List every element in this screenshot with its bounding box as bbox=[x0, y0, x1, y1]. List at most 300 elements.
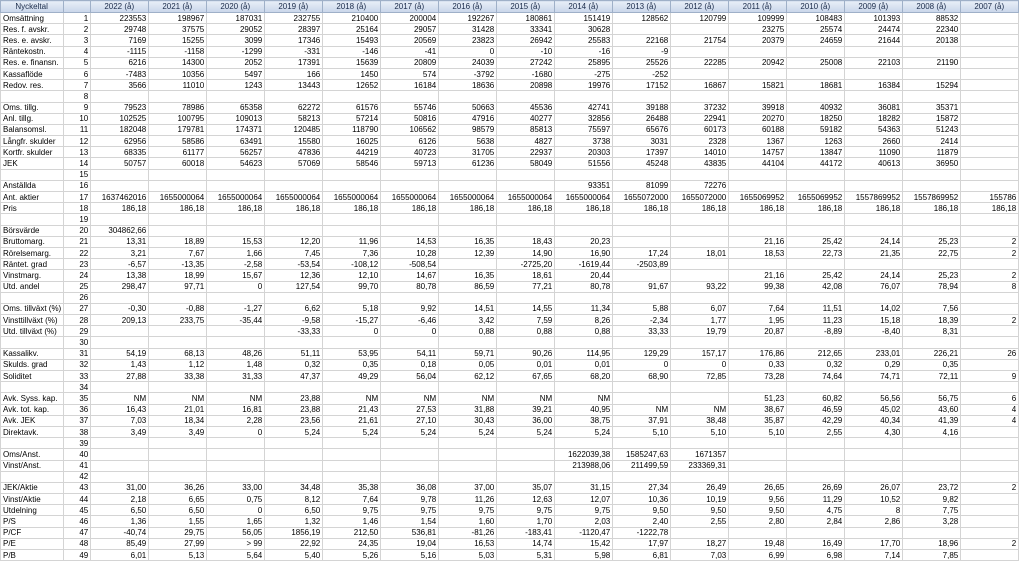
value-cell[interactable]: 5,13 bbox=[149, 550, 207, 561]
value-cell[interactable]: 13847 bbox=[787, 147, 845, 158]
value-cell[interactable]: 80,78 bbox=[381, 281, 439, 292]
value-cell[interactable]: 20303 bbox=[555, 147, 613, 158]
row-index-cell[interactable]: 14 bbox=[64, 158, 91, 169]
value-cell[interactable] bbox=[845, 471, 903, 482]
value-cell[interactable]: -1222,78 bbox=[613, 527, 671, 538]
value-cell[interactable]: 14,90 bbox=[497, 247, 555, 258]
value-cell[interactable]: 51243 bbox=[903, 124, 961, 135]
value-cell[interactable]: 1,32 bbox=[265, 516, 323, 527]
value-cell[interactable]: 210400 bbox=[323, 13, 381, 24]
value-cell[interactable] bbox=[265, 214, 323, 225]
value-cell[interactable]: 0 bbox=[207, 281, 265, 292]
value-cell[interactable] bbox=[265, 337, 323, 348]
value-cell[interactable]: 59182 bbox=[787, 124, 845, 135]
value-cell[interactable]: 7,14 bbox=[845, 550, 903, 561]
value-cell[interactable]: 56,04 bbox=[381, 371, 439, 382]
value-cell[interactable]: 20,23 bbox=[555, 236, 613, 247]
value-cell[interactable]: 6,98 bbox=[787, 550, 845, 561]
value-cell[interactable]: 23,56 bbox=[265, 415, 323, 426]
row-label-cell[interactable]: Oms. tillväxt (%) bbox=[1, 303, 64, 314]
value-cell[interactable]: 0 bbox=[613, 359, 671, 370]
value-cell[interactable] bbox=[903, 527, 961, 538]
value-cell[interactable]: 186,18 bbox=[439, 203, 497, 214]
value-cell[interactable] bbox=[671, 270, 729, 281]
row-label-cell[interactable]: P/CF bbox=[1, 527, 64, 538]
value-cell[interactable]: 9,50 bbox=[613, 505, 671, 516]
value-cell[interactable]: 1655000064 bbox=[265, 192, 323, 203]
value-cell[interactable] bbox=[207, 438, 265, 449]
row-index-cell[interactable]: 27 bbox=[64, 303, 91, 314]
value-cell[interactable]: 9,75 bbox=[497, 505, 555, 516]
value-cell[interactable]: 40613 bbox=[845, 158, 903, 169]
value-cell[interactable] bbox=[381, 214, 439, 225]
value-cell[interactable]: 0,35 bbox=[903, 359, 961, 370]
value-cell[interactable]: 1,95 bbox=[729, 315, 787, 326]
value-cell[interactable] bbox=[671, 292, 729, 303]
value-cell[interactable] bbox=[671, 46, 729, 57]
value-cell[interactable]: 11090 bbox=[845, 147, 903, 158]
value-cell[interactable] bbox=[439, 438, 497, 449]
value-cell[interactable]: 0,88 bbox=[497, 326, 555, 337]
value-cell[interactable] bbox=[729, 337, 787, 348]
value-cell[interactable]: 0,18 bbox=[381, 359, 439, 370]
value-cell[interactable] bbox=[961, 438, 1019, 449]
value-cell[interactable]: 11,51 bbox=[787, 303, 845, 314]
value-cell[interactable]: 186,18 bbox=[497, 203, 555, 214]
value-cell[interactable] bbox=[497, 460, 555, 471]
value-cell[interactable]: 226,21 bbox=[903, 348, 961, 359]
value-cell[interactable]: 1367 bbox=[729, 136, 787, 147]
value-cell[interactable] bbox=[381, 460, 439, 471]
row-label-cell[interactable]: Räntet. grad bbox=[1, 259, 64, 270]
value-cell[interactable]: 45536 bbox=[497, 102, 555, 113]
value-cell[interactable]: 35,38 bbox=[323, 482, 381, 493]
value-cell[interactable]: NM bbox=[497, 393, 555, 404]
row-index-cell[interactable]: 10 bbox=[64, 113, 91, 124]
value-cell[interactable] bbox=[903, 382, 961, 393]
row-index-cell[interactable]: 20 bbox=[64, 225, 91, 236]
value-cell[interactable]: 21754 bbox=[671, 35, 729, 46]
value-cell[interactable] bbox=[207, 214, 265, 225]
value-cell[interactable]: 18,43 bbox=[497, 236, 555, 247]
value-cell[interactable] bbox=[207, 292, 265, 303]
row-label-cell[interactable]: Balansomsl. bbox=[1, 124, 64, 135]
value-cell[interactable] bbox=[439, 292, 497, 303]
value-cell[interactable] bbox=[439, 259, 497, 270]
value-cell[interactable]: 4827 bbox=[497, 136, 555, 147]
value-cell[interactable]: 6,81 bbox=[613, 550, 671, 561]
value-cell[interactable]: 15821 bbox=[729, 80, 787, 91]
value-cell[interactable]: 7,45 bbox=[265, 247, 323, 258]
value-cell[interactable]: 2 bbox=[961, 236, 1019, 247]
value-cell[interactable] bbox=[91, 382, 149, 393]
column-header-year[interactable]: 2008 (å) bbox=[903, 1, 961, 13]
value-cell[interactable]: 20942 bbox=[729, 57, 787, 68]
value-cell[interactable]: 54,11 bbox=[381, 348, 439, 359]
value-cell[interactable] bbox=[207, 449, 265, 460]
value-cell[interactable] bbox=[613, 393, 671, 404]
value-cell[interactable] bbox=[149, 169, 207, 180]
value-cell[interactable] bbox=[961, 292, 1019, 303]
value-cell[interactable] bbox=[961, 57, 1019, 68]
value-cell[interactable]: 213988,06 bbox=[555, 460, 613, 471]
value-cell[interactable]: 19,79 bbox=[671, 326, 729, 337]
value-cell[interactable]: 18,27 bbox=[671, 538, 729, 549]
value-cell[interactable]: NM bbox=[149, 393, 207, 404]
row-index-cell[interactable]: 46 bbox=[64, 516, 91, 527]
value-cell[interactable]: 233369,31 bbox=[671, 460, 729, 471]
value-cell[interactable]: 536,81 bbox=[381, 527, 439, 538]
value-cell[interactable] bbox=[497, 214, 555, 225]
row-label-cell[interactable]: Res. e. finansn. bbox=[1, 57, 64, 68]
row-label-cell[interactable]: Avk. JEK bbox=[1, 415, 64, 426]
value-cell[interactable]: 59713 bbox=[381, 158, 439, 169]
value-cell[interactable] bbox=[439, 214, 497, 225]
value-cell[interactable]: 1655072000 bbox=[613, 192, 671, 203]
row-index-cell[interactable]: 26 bbox=[64, 292, 91, 303]
value-cell[interactable] bbox=[207, 91, 265, 102]
value-cell[interactable]: 88532 bbox=[903, 13, 961, 24]
value-cell[interactable]: 8,31 bbox=[903, 326, 961, 337]
value-cell[interactable]: 186,18 bbox=[671, 203, 729, 214]
value-cell[interactable]: 62956 bbox=[91, 136, 149, 147]
value-cell[interactable] bbox=[729, 527, 787, 538]
value-cell[interactable]: 72,85 bbox=[671, 371, 729, 382]
value-cell[interactable]: 1585247,63 bbox=[613, 449, 671, 460]
value-cell[interactable]: 12,36 bbox=[265, 270, 323, 281]
value-cell[interactable]: 7,36 bbox=[323, 247, 381, 258]
value-cell[interactable]: 29,75 bbox=[149, 527, 207, 538]
value-cell[interactable]: 186,18 bbox=[381, 203, 439, 214]
row-label-cell[interactable] bbox=[1, 337, 64, 348]
row-index-cell[interactable]: 6 bbox=[64, 68, 91, 79]
value-cell[interactable]: 9,75 bbox=[381, 505, 439, 516]
value-cell[interactable]: 21,16 bbox=[729, 270, 787, 281]
value-cell[interactable]: 40277 bbox=[497, 113, 555, 124]
value-cell[interactable]: 31,88 bbox=[439, 404, 497, 415]
value-cell[interactable]: 3,49 bbox=[149, 426, 207, 437]
value-cell[interactable]: 21,61 bbox=[323, 415, 381, 426]
value-cell[interactable]: 1655000064 bbox=[381, 192, 439, 203]
value-cell[interactable]: -2,34 bbox=[613, 315, 671, 326]
value-cell[interactable]: 5,64 bbox=[207, 550, 265, 561]
value-cell[interactable]: 5,10 bbox=[671, 426, 729, 437]
value-cell[interactable]: -33,33 bbox=[265, 326, 323, 337]
value-cell[interactable]: 24,14 bbox=[845, 270, 903, 281]
value-cell[interactable]: 1557869952 bbox=[845, 192, 903, 203]
row-index-cell[interactable]: 49 bbox=[64, 550, 91, 561]
value-cell[interactable]: 5,88 bbox=[613, 303, 671, 314]
value-cell[interactable] bbox=[961, 326, 1019, 337]
value-cell[interactable]: 15493 bbox=[323, 35, 381, 46]
value-cell[interactable]: 12,39 bbox=[439, 247, 497, 258]
value-cell[interactable]: 22937 bbox=[497, 147, 555, 158]
column-header-year[interactable]: 2017 (å) bbox=[381, 1, 439, 13]
value-cell[interactable]: 186,18 bbox=[207, 203, 265, 214]
value-cell[interactable]: 39188 bbox=[613, 102, 671, 113]
value-cell[interactable] bbox=[265, 471, 323, 482]
value-cell[interactable] bbox=[903, 68, 961, 79]
value-cell[interactable] bbox=[149, 292, 207, 303]
value-cell[interactable] bbox=[207, 180, 265, 191]
row-label-cell[interactable]: Börsvärde bbox=[1, 225, 64, 236]
row-label-cell[interactable]: Skulds. grad bbox=[1, 359, 64, 370]
value-cell[interactable]: 18,39 bbox=[903, 315, 961, 326]
value-cell[interactable]: 27242 bbox=[497, 57, 555, 68]
value-cell[interactable] bbox=[787, 68, 845, 79]
value-cell[interactable]: 3,21 bbox=[91, 247, 149, 258]
value-cell[interactable]: 16184 bbox=[381, 80, 439, 91]
value-cell[interactable]: 21190 bbox=[903, 57, 961, 68]
value-cell[interactable]: 58586 bbox=[149, 136, 207, 147]
value-cell[interactable]: 49,29 bbox=[323, 371, 381, 382]
value-cell[interactable]: 26942 bbox=[497, 35, 555, 46]
value-cell[interactable] bbox=[729, 214, 787, 225]
value-cell[interactable]: 5,03 bbox=[439, 550, 497, 561]
row-label-cell[interactable]: Res. f. avskr. bbox=[1, 24, 64, 35]
value-cell[interactable]: 16867 bbox=[671, 80, 729, 91]
value-cell[interactable]: 11,23 bbox=[787, 315, 845, 326]
value-cell[interactable]: 1,46 bbox=[323, 516, 381, 527]
column-header-year[interactable]: 2009 (å) bbox=[845, 1, 903, 13]
value-cell[interactable]: 15255 bbox=[149, 35, 207, 46]
value-cell[interactable]: -8,40 bbox=[845, 326, 903, 337]
row-label-cell[interactable]: Avk. Syss. kap. bbox=[1, 393, 64, 404]
value-cell[interactable] bbox=[961, 24, 1019, 35]
value-cell[interactable] bbox=[149, 471, 207, 482]
value-cell[interactable] bbox=[961, 359, 1019, 370]
value-cell[interactable] bbox=[613, 169, 671, 180]
value-cell[interactable]: 198967 bbox=[149, 13, 207, 24]
column-header-year[interactable]: 2011 (å) bbox=[729, 1, 787, 13]
value-cell[interactable] bbox=[671, 225, 729, 236]
value-cell[interactable]: 38,75 bbox=[555, 415, 613, 426]
value-cell[interactable]: 0 bbox=[207, 505, 265, 516]
value-cell[interactable]: 19,48 bbox=[729, 538, 787, 549]
value-cell[interactable]: 30,43 bbox=[439, 415, 497, 426]
value-cell[interactable] bbox=[729, 259, 787, 270]
value-cell[interactable] bbox=[265, 91, 323, 102]
value-cell[interactable]: 155786 bbox=[961, 192, 1019, 203]
value-cell[interactable]: 23,72 bbox=[903, 482, 961, 493]
value-cell[interactable]: 128562 bbox=[613, 13, 671, 24]
value-cell[interactable]: 56,56 bbox=[845, 393, 903, 404]
value-cell[interactable]: -7483 bbox=[91, 68, 149, 79]
value-cell[interactable]: -0,30 bbox=[91, 303, 149, 314]
value-cell[interactable]: 93351 bbox=[555, 180, 613, 191]
value-cell[interactable]: 37,00 bbox=[439, 482, 497, 493]
value-cell[interactable]: 1,36 bbox=[91, 516, 149, 527]
value-cell[interactable]: 29057 bbox=[381, 24, 439, 35]
value-cell[interactable]: 5,31 bbox=[497, 550, 555, 561]
row-label-cell[interactable]: Anställda bbox=[1, 180, 64, 191]
value-cell[interactable]: 14010 bbox=[671, 147, 729, 158]
value-cell[interactable]: 32856 bbox=[555, 113, 613, 124]
value-cell[interactable] bbox=[961, 449, 1019, 460]
value-cell[interactable]: 304862,66 bbox=[91, 225, 149, 236]
value-cell[interactable]: 33,00 bbox=[207, 482, 265, 493]
value-cell[interactable]: 33,33 bbox=[613, 326, 671, 337]
value-cell[interactable]: 9,92 bbox=[381, 303, 439, 314]
value-cell[interactable]: 11879 bbox=[903, 147, 961, 158]
value-cell[interactable]: 8 bbox=[961, 281, 1019, 292]
value-cell[interactable] bbox=[613, 292, 671, 303]
value-cell[interactable] bbox=[613, 91, 671, 102]
column-header-year[interactable]: 2019 (å) bbox=[265, 1, 323, 13]
value-cell[interactable] bbox=[439, 382, 497, 393]
value-cell[interactable] bbox=[961, 460, 1019, 471]
value-cell[interactable] bbox=[671, 438, 729, 449]
value-cell[interactable]: 176,86 bbox=[729, 348, 787, 359]
value-cell[interactable]: 42,29 bbox=[787, 415, 845, 426]
value-cell[interactable]: 6,65 bbox=[149, 494, 207, 505]
value-cell[interactable] bbox=[729, 438, 787, 449]
row-index-cell[interactable]: 33 bbox=[64, 371, 91, 382]
row-index-cell[interactable]: 16 bbox=[64, 180, 91, 191]
value-cell[interactable]: 1655069952 bbox=[787, 192, 845, 203]
value-cell[interactable]: 74,64 bbox=[787, 371, 845, 382]
value-cell[interactable]: 54,19 bbox=[91, 348, 149, 359]
value-cell[interactable]: -1619,44 bbox=[555, 259, 613, 270]
value-cell[interactable] bbox=[961, 68, 1019, 79]
row-label-cell[interactable]: Vinst/Aktie bbox=[1, 494, 64, 505]
value-cell[interactable]: 37575 bbox=[149, 24, 207, 35]
value-cell[interactable]: 47,37 bbox=[265, 371, 323, 382]
value-cell[interactable]: 22285 bbox=[671, 57, 729, 68]
value-cell[interactable]: 7,75 bbox=[903, 505, 961, 516]
value-cell[interactable] bbox=[555, 337, 613, 348]
value-cell[interactable]: -2725,20 bbox=[497, 259, 555, 270]
row-index-cell[interactable]: 24 bbox=[64, 270, 91, 281]
value-cell[interactable] bbox=[207, 382, 265, 393]
value-cell[interactable]: 1,12 bbox=[149, 359, 207, 370]
column-header-year[interactable]: 2020 (å) bbox=[207, 1, 265, 13]
value-cell[interactable]: 7,64 bbox=[323, 494, 381, 505]
value-cell[interactable] bbox=[323, 471, 381, 482]
row-index-cell[interactable]: 39 bbox=[64, 438, 91, 449]
row-label-cell[interactable] bbox=[1, 438, 64, 449]
value-cell[interactable]: 18,34 bbox=[149, 415, 207, 426]
value-cell[interactable]: -6,46 bbox=[381, 315, 439, 326]
value-cell[interactable]: 1856,19 bbox=[265, 527, 323, 538]
value-cell[interactable] bbox=[91, 337, 149, 348]
value-cell[interactable]: 16,43 bbox=[91, 404, 149, 415]
value-cell[interactable]: 1,55 bbox=[149, 516, 207, 527]
value-cell[interactable]: 15872 bbox=[903, 113, 961, 124]
value-cell[interactable] bbox=[961, 102, 1019, 113]
value-cell[interactable] bbox=[961, 382, 1019, 393]
value-cell[interactable]: 23275 bbox=[729, 24, 787, 35]
value-cell[interactable]: 40932 bbox=[787, 102, 845, 113]
value-cell[interactable] bbox=[961, 13, 1019, 24]
value-cell[interactable] bbox=[439, 449, 497, 460]
value-cell[interactable] bbox=[149, 214, 207, 225]
value-cell[interactable] bbox=[671, 91, 729, 102]
value-cell[interactable]: -2,58 bbox=[207, 259, 265, 270]
value-cell[interactable]: 25008 bbox=[787, 57, 845, 68]
value-cell[interactable] bbox=[903, 471, 961, 482]
value-cell[interactable] bbox=[497, 225, 555, 236]
value-cell[interactable] bbox=[613, 24, 671, 35]
value-cell[interactable] bbox=[961, 113, 1019, 124]
row-index-cell[interactable]: 32 bbox=[64, 359, 91, 370]
value-cell[interactable]: 97,71 bbox=[149, 281, 207, 292]
value-cell[interactable] bbox=[787, 292, 845, 303]
value-cell[interactable]: 35,87 bbox=[729, 415, 787, 426]
value-cell[interactable] bbox=[671, 236, 729, 247]
value-cell[interactable]: 6,07 bbox=[671, 303, 729, 314]
value-cell[interactable]: 22103 bbox=[845, 57, 903, 68]
row-label-cell[interactable]: Redov. res. bbox=[1, 80, 64, 91]
row-index-cell[interactable]: 9 bbox=[64, 102, 91, 113]
value-cell[interactable] bbox=[497, 337, 555, 348]
value-cell[interactable] bbox=[961, 550, 1019, 561]
row-index-cell[interactable]: 4 bbox=[64, 46, 91, 57]
value-cell[interactable]: -3792 bbox=[439, 68, 497, 79]
row-label-cell[interactable]: Soliditet bbox=[1, 371, 64, 382]
row-label-cell[interactable]: JEK/Aktie bbox=[1, 482, 64, 493]
value-cell[interactable]: 25,42 bbox=[787, 236, 845, 247]
value-cell[interactable]: 50816 bbox=[381, 113, 439, 124]
value-cell[interactable]: 5,40 bbox=[265, 550, 323, 561]
value-cell[interactable]: 211499,59 bbox=[613, 460, 671, 471]
value-cell[interactable]: 23,88 bbox=[265, 393, 323, 404]
row-index-cell[interactable]: 2 bbox=[64, 24, 91, 35]
value-cell[interactable]: 186,18 bbox=[265, 203, 323, 214]
value-cell[interactable]: 63491 bbox=[207, 136, 265, 147]
value-cell[interactable] bbox=[961, 124, 1019, 135]
column-header-year[interactable]: 2021 (å) bbox=[149, 1, 207, 13]
value-cell[interactable]: 0,01 bbox=[497, 359, 555, 370]
value-cell[interactable] bbox=[555, 471, 613, 482]
value-cell[interactable] bbox=[381, 292, 439, 303]
value-cell[interactable]: 36,08 bbox=[381, 482, 439, 493]
value-cell[interactable] bbox=[613, 471, 671, 482]
value-cell[interactable]: 16,49 bbox=[787, 538, 845, 549]
value-cell[interactable] bbox=[845, 68, 903, 79]
value-cell[interactable] bbox=[961, 516, 1019, 527]
value-cell[interactable]: 54623 bbox=[207, 158, 265, 169]
value-cell[interactable]: 120485 bbox=[265, 124, 323, 135]
value-cell[interactable]: 1,48 bbox=[207, 359, 265, 370]
value-cell[interactable]: 10,52 bbox=[845, 494, 903, 505]
value-cell[interactable]: 26 bbox=[961, 348, 1019, 359]
value-cell[interactable]: 1,65 bbox=[207, 516, 265, 527]
value-cell[interactable]: 15,42 bbox=[555, 538, 613, 549]
value-cell[interactable] bbox=[91, 292, 149, 303]
value-cell[interactable]: 2052 bbox=[207, 57, 265, 68]
row-label-cell[interactable]: Anl. tillg. bbox=[1, 113, 64, 124]
row-index-cell[interactable]: 47 bbox=[64, 527, 91, 538]
value-cell[interactable]: 18,61 bbox=[497, 270, 555, 281]
row-index-cell[interactable]: 40 bbox=[64, 449, 91, 460]
value-cell[interactable] bbox=[497, 449, 555, 460]
row-index-cell[interactable]: 38 bbox=[64, 426, 91, 437]
value-cell[interactable]: NM bbox=[555, 393, 613, 404]
value-cell[interactable] bbox=[729, 46, 787, 57]
value-cell[interactable]: 223553 bbox=[91, 13, 149, 24]
value-cell[interactable] bbox=[671, 337, 729, 348]
row-label-cell[interactable] bbox=[1, 292, 64, 303]
value-cell[interactable]: 25,42 bbox=[787, 270, 845, 281]
value-cell[interactable]: 0,32 bbox=[265, 359, 323, 370]
value-cell[interactable] bbox=[903, 292, 961, 303]
value-cell[interactable]: -1,27 bbox=[207, 303, 265, 314]
value-cell[interactable] bbox=[381, 180, 439, 191]
row-index-cell[interactable]: 42 bbox=[64, 471, 91, 482]
value-cell[interactable]: 3738 bbox=[555, 136, 613, 147]
value-cell[interactable] bbox=[91, 326, 149, 337]
